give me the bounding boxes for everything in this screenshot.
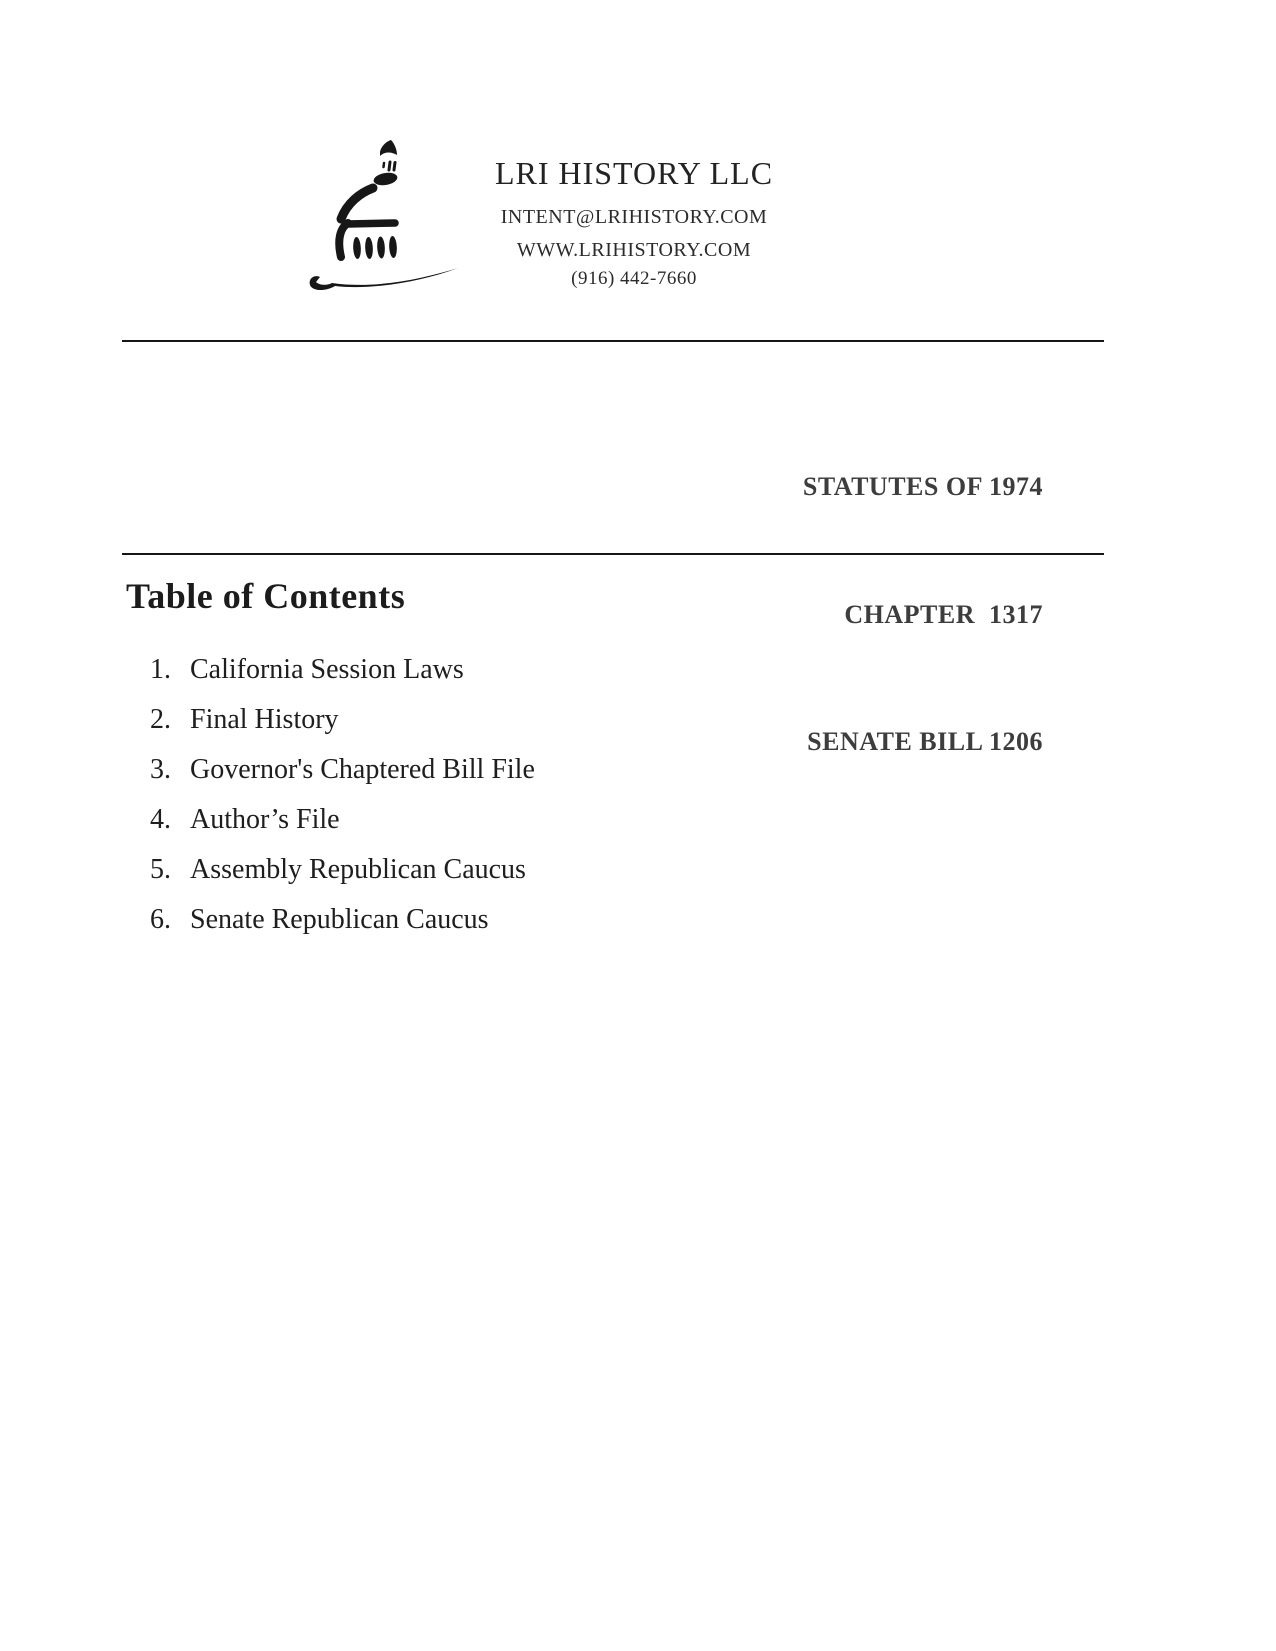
logo-tick-3 [394, 163, 395, 171]
toc-item-label: Final History [190, 704, 339, 735]
logo-cupola-shape [373, 171, 399, 187]
logo-column-1 [353, 237, 362, 259]
logo-flag-shape [380, 140, 397, 156]
toc-title: Table of Contents [126, 576, 406, 616]
toc-item-label: Governor's Chaptered Bill File [190, 754, 535, 785]
toc-item [150, 845, 850, 895]
company-phone: (916) 442-7660 [571, 268, 697, 289]
logo-dome-stroke [341, 188, 373, 219]
company-website: WWW.LRIHISTORY.COM [516, 239, 752, 261]
logo-column-2 [365, 237, 374, 259]
logo-tick-2 [389, 162, 390, 170]
statutes-line: STATUTES OF 1974 [802, 472, 1043, 501]
toc-item [150, 745, 850, 795]
toc-item [150, 645, 850, 695]
logo-column-3 [377, 236, 386, 258]
company-name: LRI HISTORY LLC [494, 155, 774, 191]
chapter-line: CHAPTER 1317 [844, 599, 1043, 629]
company-email: INTENT@LRIHISTORY.COM [500, 206, 768, 228]
logo-left-column-stroke [339, 223, 348, 257]
senate-bill-line: SENATE BILL 1206 [807, 727, 1043, 756]
toc-item-number: 5. [150, 854, 171, 885]
toc-item-number: 4. [150, 804, 171, 835]
toc-item-label: Senate Republican Caucus [190, 904, 489, 935]
divider-rule-top [122, 340, 1104, 342]
toc-item-number: 6. [150, 904, 171, 935]
toc-item [150, 695, 850, 745]
toc-item-label: Assembly Republican Caucus [190, 854, 526, 885]
logo-dome-base-stroke [348, 223, 395, 224]
toc-item-number: 3. [150, 754, 171, 785]
toc-item [150, 795, 850, 845]
logo-column-4 [389, 236, 398, 258]
toc-item-number: 2. [150, 704, 171, 735]
toc-item [150, 895, 850, 945]
logo-tick-1 [384, 163, 385, 167]
toc-list [150, 645, 850, 945]
toc-item-number: 1. [150, 654, 171, 685]
toc-item-label: California Session Laws [190, 654, 464, 685]
toc-item-label: Author’s File [190, 804, 340, 835]
